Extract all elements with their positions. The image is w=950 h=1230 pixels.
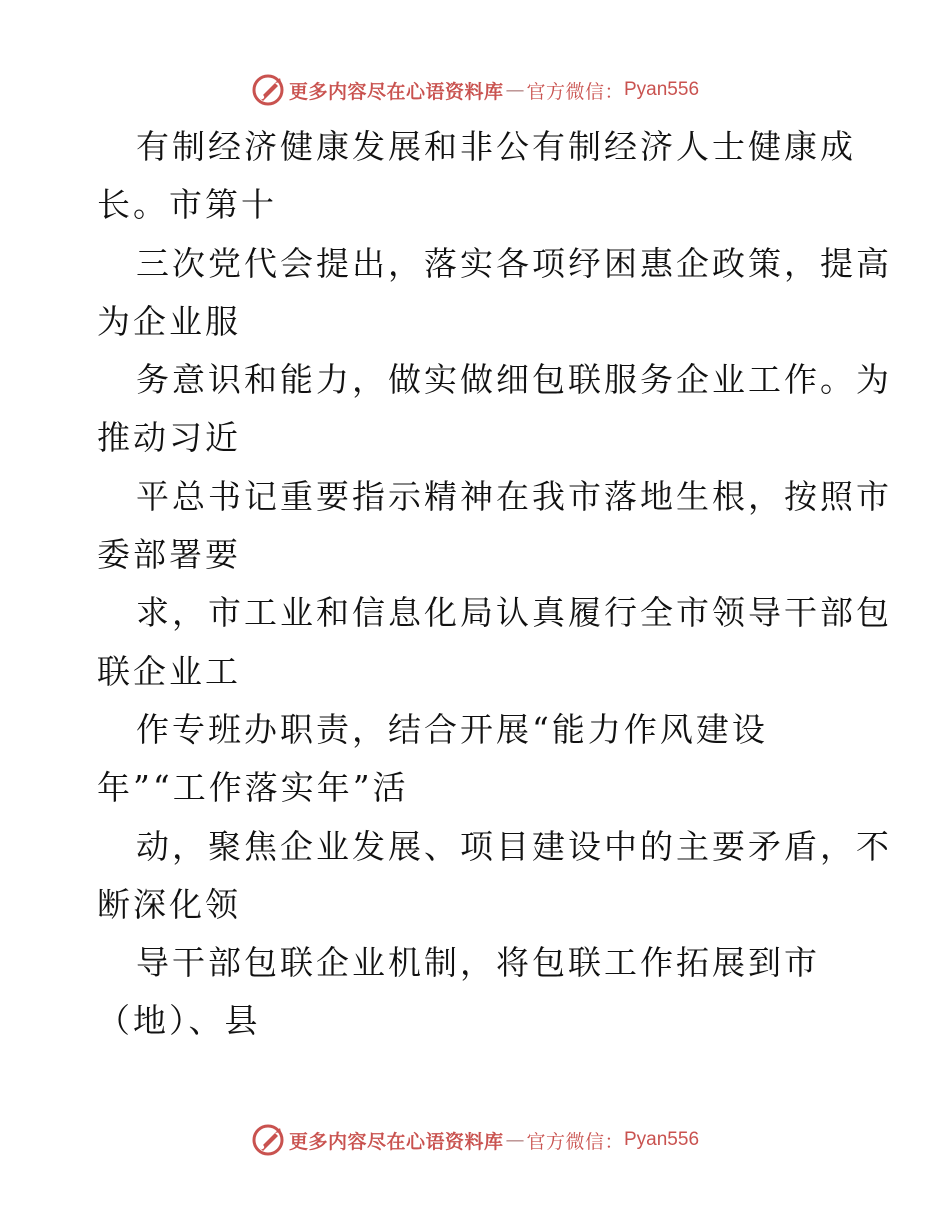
body-line: 为企业服	[97, 301, 241, 341]
body-line: 三次党代会提出，落实各项纾困惠企政策，提高	[136, 243, 892, 283]
document-body	[0, 118, 950, 1051]
watermark-separator: —	[505, 79, 525, 101]
body-line: 求，市工业和信息化局认真履行全市领导干部包	[136, 593, 892, 633]
watermark-wechat-label: 官方微信：	[526, 80, 624, 103]
body-line: 导干部包联企业机制，将包联工作拓展到市	[136, 943, 820, 983]
watermark-account: Pyan556	[624, 79, 700, 100]
body-line: 年”“工作落实年”活	[97, 768, 409, 808]
body-line: 平总书记重要指示精神在我市落地生根，按照市	[136, 476, 892, 516]
body-line: 有制经济健康发展和非公有制经济人士健康成	[136, 127, 856, 166]
body-line: 长。市第十	[97, 185, 277, 225]
quill-pen-icon	[251, 1123, 285, 1157]
body-line: 务意识和能力，做实做细包联服务企业工作。为	[136, 360, 892, 400]
watermark-separator: —	[505, 1129, 525, 1151]
body-line: 联企业工	[97, 651, 241, 691]
body-line: 推动习近	[97, 418, 241, 458]
body-line: 动，聚焦企业发展、项目建设中的主要矛盾，不	[136, 826, 892, 866]
body-line: （地）、县	[97, 1001, 261, 1041]
footer-watermark	[0, 1120, 950, 1160]
body-line: 委部署要	[97, 535, 241, 575]
watermark-site-text: 更多内容尽在心语资料库	[288, 1130, 504, 1153]
watermark-site-text: 更多内容尽在心语资料库	[288, 80, 504, 103]
body-line: 作专班办职责，结合开展“能力作风建设	[136, 709, 768, 749]
body-line: 断深化领	[97, 884, 241, 924]
watermark-account: Pyan556	[624, 1129, 700, 1150]
watermark-wechat-label: 官方微信：	[526, 1130, 624, 1153]
quill-pen-icon	[251, 73, 285, 107]
header-watermark	[0, 70, 950, 110]
